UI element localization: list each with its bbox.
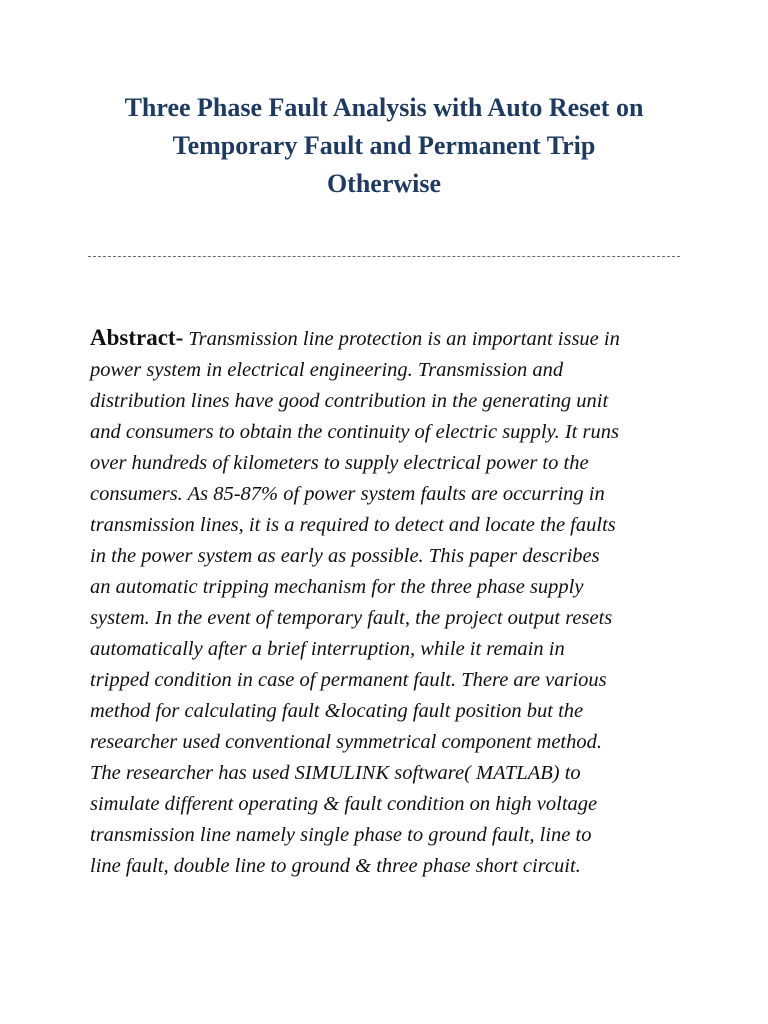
abstract-line-13: method for calculating fault &locating fault position but the: [90, 700, 584, 722]
title-line-3: Otherwise: [326, 169, 442, 198]
abstract-line-14: researcher used conventional symmetrical component method.: [90, 731, 602, 753]
abstract-line-16: simulate different operating & fault condition on high voltage: [90, 793, 598, 815]
abstract-line-18: line fault, double line to ground & three phase short circuit.: [90, 855, 581, 877]
abstract-line-6: consumers. As 85-87% of power system faults are occurring in: [90, 483, 605, 505]
abstract-line-17: transmission line namely single phase to ground fault, line to: [90, 824, 592, 846]
abstract-line-2: power system in electrical engineering. Transmission and: [90, 359, 564, 381]
abstract-line-12: tripped condition in case of permanent fault. There are various: [90, 669, 607, 691]
abstract-line-4: and consumers to obtain the continuity of electric supply. It runs: [90, 421, 619, 443]
paper-title: [80, 89, 688, 203]
abstract-line-8: in the power system as early as possible. This paper describes: [90, 545, 600, 567]
abstract-line-9: an automatic tripping mechanism for the three phase supply: [90, 576, 584, 598]
abstract-line-15: The researcher has used SIMULINK software( MATLAB) to: [90, 762, 581, 784]
title-line-2: Temporary Fault and Permanent Trip: [172, 131, 596, 160]
abstract-text: Transmission line protection is an important issue in: [183, 328, 620, 350]
title-line-1: Three Phase Fault Analysis with Auto Reset on: [124, 93, 644, 122]
abstract-line-5: over hundreds of kilometers to supply electrical power to the: [90, 452, 589, 474]
abstract-line-7: transmission lines, it is a required to detect and locate the faults: [90, 514, 616, 536]
abstract-line-11: automatically after a brief interruption, while it remain in: [90, 638, 565, 660]
abstract-line-10: system. In the event of temporary fault, the project output resets: [90, 607, 613, 629]
abstract-label: Abstract-: [90, 325, 184, 350]
abstract-paragraph: [90, 322, 682, 882]
abstract-line-1: [90, 322, 682, 355]
section-divider: [88, 256, 680, 257]
abstract-line-3: distribution lines have good contribution in the generating unit: [90, 390, 609, 412]
